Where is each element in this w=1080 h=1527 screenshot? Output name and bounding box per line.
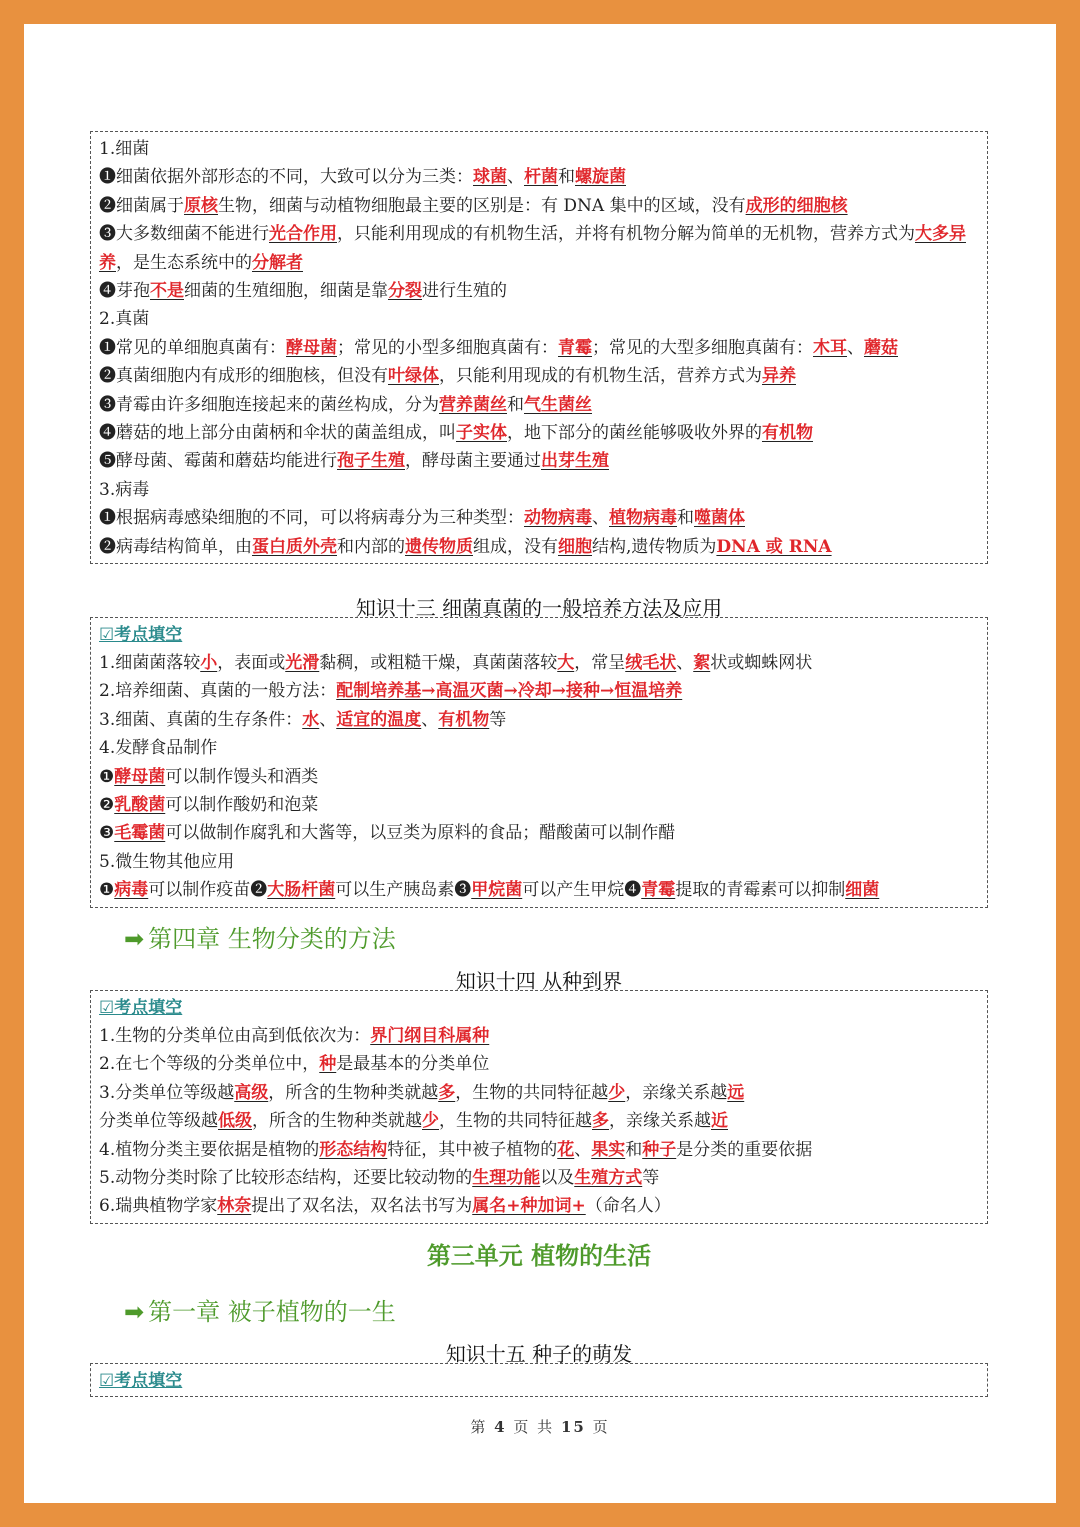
key-answer: 酵母菌 (286, 337, 337, 358)
line-text: ❷病毒结构简单，由 (99, 536, 252, 557)
line-text: 可以制作疫苗❷ (148, 880, 268, 901)
line-text: 等 (642, 1168, 660, 1189)
line-text: 、 (319, 709, 337, 730)
line-text: 和内部的 (337, 536, 405, 557)
key-answer: 种 (319, 1054, 337, 1075)
content-line (99, 362, 979, 390)
key-answer: 螺旋菌 (575, 167, 626, 188)
line-text: ❶细菌依据外部形态的不同，大致可以分为三类： (99, 167, 473, 188)
line-text: 结构,遗传物质为 (592, 536, 717, 557)
line-text: 2.在七个等级的分类单位中， (99, 1054, 320, 1075)
line-text: 和 (507, 394, 524, 415)
line-text: 6.瑞典植物学家 (99, 1196, 218, 1217)
chapter-1-text: 第一章 被子植物的一生 (148, 1298, 396, 1326)
key-answer: 噬菌体 (694, 508, 745, 529)
line-text: 和 (625, 1139, 643, 1160)
line-text: ，生物的共同特征越 (455, 1082, 609, 1103)
line-text: 3.分类单位等级越 (99, 1082, 235, 1103)
line-text: ❹蘑菇的地上部分由菌柄和伞状的菌盖组成，叫 (99, 423, 456, 444)
line-text: ，常呈 (574, 653, 626, 673)
line-text: 、 (421, 709, 439, 730)
key-answer: 形态结构 (319, 1139, 388, 1160)
footer-middle: 页 共 (513, 1418, 555, 1436)
key-answer: 营养菌丝 (439, 394, 507, 415)
content-line (99, 649, 979, 677)
key-answer: 孢子生殖 (337, 451, 405, 472)
knowledge-box-classification (90, 990, 988, 1224)
key-answer: 细胞 (558, 536, 592, 557)
line-text: 是分类的重要依据 (676, 1139, 813, 1160)
key-answer: 生理功能 (472, 1168, 541, 1189)
content-line (99, 334, 979, 362)
content-line (99, 1050, 979, 1078)
line-text: 可以制作酸奶和泡菜 (165, 795, 319, 816)
knowledge-box-bacteria-fungi-virus (90, 131, 988, 564)
key-answer: 光合作用 (269, 224, 337, 245)
line-text: ❶ (99, 880, 115, 901)
line-text: ❷细菌属于 (99, 195, 184, 216)
key-answer: DNA 或 RNA (716, 536, 832, 557)
chapter-title-1 (124, 1292, 396, 1327)
line-text: ❺酵母菌、霉菌和蘑菇均能进行 (99, 451, 337, 472)
key-answer: 林奈 (217, 1196, 252, 1217)
key-answer: 界门纲目科属种 (370, 1026, 490, 1046)
line-text: 、 (507, 167, 524, 188)
line-text: 可以生产胰岛素❸ (335, 880, 472, 901)
key-answer: 小 (200, 653, 218, 673)
key-answer: 水 (302, 709, 320, 730)
line-text: 分类单位等级越 (99, 1111, 218, 1132)
line-text: 、 (676, 653, 694, 673)
key-answer: 蛋白质外壳 (252, 536, 337, 557)
content-line (99, 391, 979, 419)
content-line (99, 277, 979, 305)
key-answer: 子实体 (456, 423, 507, 444)
key-answer: 遗传物质 (405, 536, 473, 557)
section-title-15: 知识十五 种子的萌发 (445, 1342, 633, 1366)
content-line (99, 848, 979, 876)
section-title-13: 知识十三 细菌真菌的一般培养方法及应用 (355, 596, 723, 620)
line-text: ❸青霉由许多细胞连接起来的菌丝构成，分为 (99, 394, 439, 415)
knowledge-box-seed-germination (90, 1363, 988, 1397)
line-text: ❶根据病毒感染细胞的不同，可以将病毒分为三种类型： (99, 508, 524, 529)
line-text: 、 (574, 1139, 592, 1160)
content-line (99, 819, 979, 847)
line-text: ；常见的小型多细胞真菌有： (337, 337, 558, 358)
line-text: ❹芽孢 (99, 281, 150, 302)
line-text: 1.细菌 (99, 139, 150, 159)
key-answer: 大多异养 (99, 224, 966, 273)
line-text: ，表面或 (217, 653, 286, 673)
line-text: ❷真菌细胞内有成形的细胞核，但没有 (99, 366, 388, 387)
content-line (99, 504, 979, 532)
key-answer: 蘑菇 (864, 337, 898, 358)
key-answer: 光滑 (285, 653, 320, 673)
key-answer: 适宜的温度 (336, 709, 422, 730)
line-text: ❶ (99, 766, 115, 787)
document-page (24, 24, 1056, 1503)
key-answer: 属名+种加词+ (472, 1196, 586, 1217)
key-answer: 青霉 (641, 880, 676, 901)
chapter-title-4 (124, 919, 396, 954)
exam-fill-tag: ☑考点填空 (99, 998, 183, 1018)
key-answer: 动物病毒 (524, 508, 592, 529)
key-answer: 多 (438, 1082, 456, 1103)
content-line (99, 447, 979, 475)
line-text: 3.细菌、真菌的生存条件： (99, 709, 303, 730)
line-text: ❸大多数细菌不能进行 (99, 224, 269, 245)
line-text: ❷ (99, 795, 115, 816)
line-text: ❸ (99, 823, 115, 844)
key-answer: 青霉 (558, 337, 592, 358)
content-line (99, 419, 979, 447)
key-answer: 气生菌丝 (524, 394, 592, 415)
line-text: 4.发酵食品制作 (99, 738, 218, 759)
arrow-icon: ➡ (124, 925, 145, 953)
line-text: 是最基本的分类单位 (336, 1054, 490, 1075)
content-line (99, 476, 979, 504)
key-answer: 植物病毒 (609, 508, 677, 529)
line-text: ，生物的共同特征越 (439, 1111, 592, 1132)
chapter-4-text: 第四章 生物分类的方法 (148, 925, 396, 953)
line-text: 生物，细菌与动植物细胞最主要的区别是：有 DNA 集中的区域，没有 (218, 195, 746, 216)
line-text: 可以做制作腐乳和大酱等，以豆类为原料的食品；醋酸菌可以制作醋 (165, 823, 676, 844)
line-text: ，只能利用现成的有机物生活，并将有机物分解为简单的无机物，营养方式为 (337, 224, 915, 245)
key-answer: 杆菌 (524, 167, 558, 188)
content-line (99, 677, 979, 705)
line-text: 进行生殖的 (422, 281, 507, 302)
content-line (99, 192, 979, 220)
key-answer: 多 (592, 1111, 609, 1132)
line-text: 1.细菌菌落较 (99, 653, 201, 673)
key-answer: 近 (711, 1111, 728, 1132)
content-line (99, 1136, 979, 1164)
content-line (99, 163, 979, 191)
line-text: 2.培养细菌、真菌的一般方法： (99, 681, 337, 702)
key-answer: 球菌 (473, 167, 507, 188)
content-line (99, 706, 979, 734)
key-answer: 成形的细胞核 (745, 195, 848, 216)
line-text: 提出了双名法，双名法书写为 (251, 1196, 473, 1217)
line-text: ，亲缘关系越 (625, 1082, 728, 1103)
content-line (99, 220, 979, 277)
line-text: 组成，没有 (473, 536, 558, 557)
line-text: 4.植物分类主要依据是植物的 (99, 1139, 320, 1160)
key-answer: 有机物 (438, 709, 490, 730)
line-text: ❶常见的单细胞真菌有： (99, 337, 286, 358)
line-text: 、 (592, 508, 609, 529)
key-answer: 绒毛状 (625, 653, 677, 673)
line-text: 1.生物的分类单位由高到低依次为： (99, 1026, 371, 1046)
content-line (99, 305, 979, 333)
key-answer: 大 (557, 653, 575, 673)
content-line (99, 1079, 979, 1107)
line-text: ；常见的大型多细胞真菌有： (592, 337, 813, 358)
exam-fill-tag: ☑考点填空 (99, 625, 183, 645)
key-answer: 种子 (642, 1139, 677, 1160)
line-text: 提取的青霉素可以抑制 (675, 880, 846, 901)
key-answer: 高级 (234, 1082, 269, 1103)
line-text: ，酵母菌主要通过 (405, 451, 541, 472)
content-line (99, 1164, 979, 1192)
line-text: 细菌的生殖细胞，细菌是靠 (184, 281, 388, 302)
total-page-number: 15 (560, 1418, 586, 1436)
line-text: （命名人） (585, 1196, 671, 1217)
line-text: ，地下部分的菌丝能够吸收外界的 (507, 423, 762, 444)
key-answer: 少 (422, 1111, 439, 1132)
content-line (99, 1107, 979, 1135)
key-answer: 配制培养基→高温灭菌→冷却→接种→恒温培养 (336, 681, 683, 702)
key-answer: 木耳 (813, 337, 847, 358)
line-text: 5.动物分类时除了比较形态结构，还要比较动物的 (99, 1168, 473, 1189)
line-text: 和 (558, 167, 575, 188)
key-answer: 果实 (591, 1139, 626, 1160)
content-line (99, 533, 979, 561)
content-line (99, 763, 979, 791)
key-answer: 毛霉菌 (114, 823, 166, 844)
line-text: 5.微生物其他应用 (99, 851, 235, 872)
key-answer: 甲烷菌 (471, 880, 523, 901)
content-line (99, 876, 979, 904)
key-answer: 细菌 (845, 880, 880, 901)
line-text: ，所含的生物种类就越 (268, 1082, 439, 1103)
key-answer: 病毒 (114, 880, 149, 901)
key-answer: 少 (608, 1082, 626, 1103)
line-text: 黏稠，或粗糙干燥，真菌菌落较 (319, 653, 558, 673)
line-text: 3.病毒 (99, 479, 150, 500)
key-answer: 大肠杆菌 (267, 880, 336, 901)
current-page-number: 4 (494, 1418, 507, 1436)
knowledge-box-culture-methods (90, 617, 988, 908)
line-text: 可以制作馒头和酒类 (165, 766, 319, 787)
key-answer: 出芽生殖 (541, 451, 609, 472)
key-answer: 低级 (218, 1111, 252, 1132)
key-answer: 原核 (184, 195, 218, 216)
content-line (99, 1022, 979, 1050)
line-text: 等 (489, 709, 507, 730)
arrow-icon: ➡ (124, 1298, 145, 1326)
line-text: 以及 (540, 1168, 575, 1189)
key-answer: 花 (557, 1139, 575, 1160)
line-text: 和 (677, 508, 694, 529)
key-answer: 远 (727, 1082, 745, 1103)
key-answer: 有机物 (762, 423, 813, 444)
line-text: ，是生态系统中的 (116, 252, 252, 273)
exam-fill-tag: ☑考点填空 (99, 1371, 183, 1391)
page-footer (24, 1416, 1056, 1437)
content-line (99, 734, 979, 762)
line-text: 状或蜘蛛网状 (710, 653, 813, 673)
key-answer: 酵母菌 (114, 766, 166, 787)
line-text: 可以产生甲烷❹ (522, 880, 642, 901)
content-line (99, 791, 979, 819)
line-text: 特征，其中被子植物的 (387, 1139, 558, 1160)
line-text: ，只能利用现成的有机物生活，营养方式为 (439, 366, 762, 387)
key-answer: 异养 (762, 366, 796, 387)
section-title-14: 知识十四 从种到界 (455, 969, 623, 993)
key-answer: 分裂 (388, 281, 422, 302)
footer-prefix: 第 (470, 1418, 488, 1436)
key-answer: 絮 (693, 653, 711, 673)
line-text: ，亲缘关系越 (609, 1111, 711, 1132)
line-text: 2.真菌 (99, 309, 150, 330)
content-line (99, 135, 979, 163)
line-text: ，所含的生物种类就越 (252, 1111, 422, 1132)
key-answer: 不是 (150, 281, 184, 302)
line-text: 、 (847, 337, 864, 358)
key-answer: 叶绿体 (388, 366, 439, 387)
unit-title-3: 第三单元 植物的生活 (426, 1242, 652, 1270)
content-line (99, 1192, 979, 1220)
key-answer: 生殖方式 (574, 1168, 643, 1189)
key-answer: 乳酸菌 (114, 795, 166, 816)
key-answer: 分解者 (252, 252, 303, 273)
footer-suffix: 页 (592, 1418, 610, 1436)
